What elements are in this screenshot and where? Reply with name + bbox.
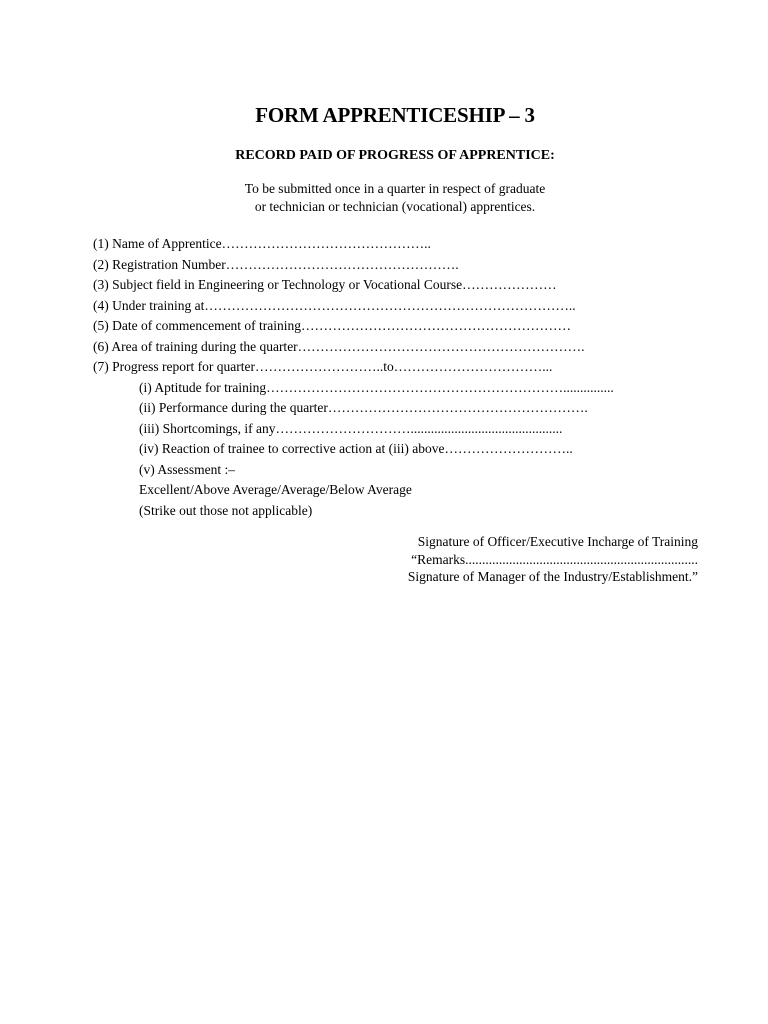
item-under-training: (4) Under training at……………………………………………………………………….. (93, 297, 576, 313)
officer-signature-line: Signature of Officer/Executive Incharge of Training (417, 534, 698, 549)
assessment-options: Excellent/Above Average/Average/Below Average (139, 482, 412, 497)
form-intro (0, 180, 768, 216)
remarks-line: “Remarks..................................................................... (411, 551, 698, 567)
item-name-of-apprentice: (1) Name of Apprentice……………………………………….. (93, 236, 431, 251)
intro-line-2: or technician or technician (vocational) apprentices. (254, 199, 536, 214)
signature-block (278, 533, 698, 586)
form-title: FORM APPRENTICESHIP – 3 (255, 103, 535, 127)
manager-signature-line: Signature of Manager of the Industry/Establishment.” (407, 569, 698, 584)
subitem-aptitude: (i) Aptitude for training…………………………………………………………............... (139, 379, 614, 395)
item-subject-field: (3) Subject field in Engineering or Technology or Vocational Course………………… (93, 277, 557, 292)
item-progress-report: (7) Progress report for quarter………………………..to……………………………... (93, 359, 553, 374)
item-area-of-training: (6) Area of training during the quarter………………………………………………………. (93, 338, 585, 354)
subitem-assessment: (v) Assessment :– (139, 461, 235, 477)
subitem-reaction: (iv) Reaction of trainee to corrective action at (iii) above……………………….. (139, 441, 573, 456)
subitem-shortcomings: (iii) Shortcomings, if any…………………………............................................. (139, 420, 563, 436)
item-registration-number: (2) Registration Number……………………………………………. (93, 256, 459, 272)
strike-out-note: (Strike out those not applicable) (139, 502, 313, 518)
form-items (93, 234, 733, 521)
intro-line-1: To be submitted once in a quarter in respect of graduate (244, 181, 546, 196)
subitem-performance: (ii) Performance during the quarter…………………………………………………. (139, 400, 588, 415)
item-commencement-date: (5) Date of commencement of training…………………………………………………… (93, 318, 572, 333)
form-subtitle: RECORD PAID OF PROGRESS OF APPRENTICE: (235, 148, 555, 163)
